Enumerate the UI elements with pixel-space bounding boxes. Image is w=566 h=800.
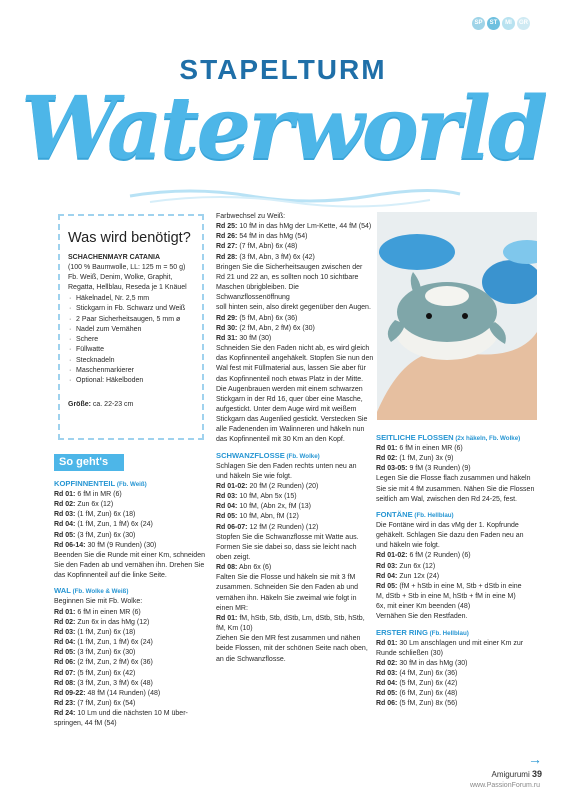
badge: SP: [472, 17, 485, 30]
round-label: Rd 05:: [54, 531, 76, 539]
instruction-line: [216, 462, 374, 472]
instruction-line: [216, 624, 374, 634]
instruction-line: [54, 679, 211, 689]
instruction-line: [216, 512, 374, 522]
instruction-line: [376, 669, 536, 679]
instruction-text: Beenden Sie die Runde mit einer Km, schneiden: [54, 551, 205, 559]
instruction-text: Ziehen Sie den MR fest zusammen und nähen: [216, 635, 361, 643]
instruction-line: [216, 655, 374, 665]
round-label: Rd 03-05:: [376, 465, 408, 473]
page-footer: [492, 769, 542, 779]
instruction-text: springen, 44 fM (54): [54, 720, 117, 728]
round-label: Rd 02:: [376, 455, 398, 463]
section-heading: [376, 432, 536, 444]
instruction-text: (1 fM, Zun) 6x (18): [75, 628, 136, 636]
instruction-line: [376, 521, 536, 531]
instruction-text: (4 fM, Zun) 6x (36): [397, 669, 458, 677]
instruction-line: [54, 699, 211, 709]
instruction-line: [54, 510, 211, 520]
next-page-arrow-icon: →: [528, 751, 542, 767]
round-label: Rd 27:: [216, 243, 238, 251]
instruction-text: 6x, mit einer Km beenden (48): [376, 603, 471, 611]
instruction-line: [216, 273, 374, 283]
list-item: · Optional: Häkelboden: [68, 376, 194, 386]
instruction-line: [54, 638, 211, 648]
round-label: Rd 01:: [54, 608, 76, 616]
section-title: KOPFINNENTEIL: [54, 479, 116, 488]
round-label: Rd 25:: [216, 223, 238, 231]
instruction-line: [376, 592, 536, 602]
materials-heading: Was wird benötigt?: [68, 230, 191, 246]
instruction-line: [216, 435, 374, 445]
instruction-text: (1 fM, Zun, 1 fM) 6x (24): [75, 521, 153, 529]
instruction-line: [54, 551, 211, 561]
instruction-text: (5 fM, Zun) 6x (42): [75, 669, 136, 677]
section-heading: [376, 509, 536, 521]
instruction-line: [376, 649, 536, 659]
instruction-text: 6 fM in MR (6): [75, 491, 122, 498]
yarn-name: SCHACHENMAYR CATANIA: [68, 254, 161, 261]
instruction-line: [54, 709, 211, 719]
instruction-line: [216, 242, 374, 252]
round-label: Rd 24:: [54, 710, 76, 718]
section-heading: [54, 585, 211, 597]
instruction-line: [216, 425, 374, 435]
materials-list: [68, 294, 194, 387]
instruction-text: Vernähen Sie den Restfaden.: [376, 613, 468, 621]
instruction-line: [216, 395, 374, 405]
section-title: ERSTER RING: [376, 627, 428, 637]
round-label: Rd 03:: [54, 511, 76, 519]
round-label: Rd 04:: [376, 572, 398, 580]
instruction-text: 6 fM (2 Runden) (6): [407, 552, 471, 560]
instruction-line: [376, 679, 536, 689]
instruction-line: [216, 354, 374, 364]
column-3: [376, 432, 536, 710]
instruction-line: [216, 415, 374, 425]
instruction-line: [54, 618, 211, 628]
instruction-line: [216, 492, 374, 502]
badge: MI: [502, 17, 515, 30]
badge: GR: [517, 17, 530, 30]
section-title: WAL: [54, 586, 71, 596]
instruction-text: 30 fM (9 Runden) (30): [85, 541, 157, 549]
list-item: · Nadel zum Vernähen: [68, 325, 194, 335]
instruction-text: (5 fM, Zun) 6x (42): [397, 680, 458, 688]
instruction-text: an die Schwanzflosse.: [216, 655, 286, 663]
title-top: STAPELTURM: [179, 54, 387, 85]
instruction-line: [216, 634, 374, 644]
instruction-line: [216, 614, 374, 624]
instruction-line: [54, 719, 211, 729]
round-label: Rd 02:: [54, 618, 76, 626]
instruction-text: Abn 6x (6): [237, 564, 272, 572]
instruction-text: gehäkelt. Schlagen Sie dazu den Faden neu an: [376, 532, 524, 540]
section-color: (2x häkeln, Fb. Wolke): [453, 435, 521, 442]
instruction-text: 6 fM in einen MR (6): [397, 445, 463, 452]
instruction-text: 10 fM, Abn, fM (12): [237, 513, 299, 521]
instruction-text: das Kopfinnenteil auf die linke Seite.: [54, 572, 167, 580]
round-label: Rd 05:: [376, 582, 398, 590]
round-label: Rd 04:: [54, 639, 76, 647]
list-item: · Stecknadeln: [68, 356, 194, 366]
instruction-text: Stickgarn das Augenlied gestickt. Verstecken Sie: [216, 416, 368, 424]
round-label: Rd 02:: [376, 659, 398, 667]
round-label: Rd 03:: [54, 628, 76, 636]
instruction-line: [54, 648, 211, 658]
section-title: FONTÄNE: [376, 509, 413, 519]
instruction-text: Sie sie mit 4 fM zusammen. Nähen Sie die Flossen: [376, 485, 535, 493]
instruction-text: Stickgarn in der Rd 16, quer über eine Masche,: [216, 395, 363, 403]
instruction-line: [216, 523, 374, 533]
instruction-line: [376, 551, 536, 561]
instruction-line: [216, 573, 374, 583]
instruction-line: [216, 543, 374, 553]
instruction-line: [376, 495, 536, 505]
instruction-text: Runde schließen (30): [376, 649, 443, 657]
column-1: [54, 478, 211, 729]
instruction-line: [54, 658, 211, 668]
instruction-line: [376, 474, 536, 484]
size-label: Größe:: [68, 400, 91, 408]
instruction-text: Bringen Sie die Sicherheitsaugen zwischen der: [216, 263, 363, 271]
instruction-line: [376, 639, 536, 649]
round-label: Rd 29:: [216, 314, 238, 322]
yarn-line: (100 % Baumwolle, LL: 125 m = 50 g): [68, 264, 186, 271]
instruction-text: soll hinten sein, also direkt gegenüber den Augen.: [216, 304, 371, 312]
list-item: · Schere: [68, 335, 194, 345]
instruction-text: oben zeigt.: [216, 554, 251, 561]
round-label: Rd 30:: [216, 324, 238, 332]
page-number: 39: [531, 769, 542, 779]
instruction-text: (1 fM, Zun) 3x (9): [397, 455, 454, 463]
instruction-text: (5 fM, Abn) 6x (36): [237, 314, 298, 322]
round-label: Rd 06:: [376, 700, 398, 708]
instruction-line: [376, 444, 536, 454]
instruction-line: [216, 364, 374, 374]
instruction-line: [54, 531, 211, 541]
instruction-text: 9 fM (3 Runden) (9): [407, 465, 471, 473]
round-label: Rd 06-07:: [216, 523, 248, 531]
instruction-line: [376, 659, 536, 669]
instruction-text: Wal fest mit Füllmaterial aus, lassen Sie aber für: [216, 365, 366, 373]
round-label: Rd 02:: [54, 501, 76, 509]
instruction-line: [376, 699, 536, 709]
round-label: Rd 05:: [54, 649, 76, 657]
difficulty-badges: [472, 17, 530, 30]
instruction-line: [376, 485, 536, 495]
instruction-text: fM, Km (10): [216, 625, 253, 633]
section-title: SEITLICHE FLOSSEN: [376, 433, 454, 442]
round-label: Rd 01:: [376, 445, 398, 452]
instruction-text: (7 fM, Abn) 6x (48): [237, 243, 298, 251]
instruction-text: Zun 6x (12): [397, 562, 436, 570]
section-color: (Fb. Wolke & Weiß): [70, 588, 129, 596]
instruction-line: [216, 583, 374, 593]
round-label: Rd 04:: [216, 503, 238, 511]
instruction-text: das Kopfinnenteil noch etwas Platz in der Mitte.: [216, 375, 364, 383]
section-color: (Fb. Hellblau): [427, 629, 469, 637]
instruction-text: 10 fM, Abn 5x (15): [237, 493, 297, 501]
instruction-text: 48 fM (14 Runden) (48): [85, 689, 161, 697]
instruction-text: Legen Sie die Flosse flach zusammen und häkeln: [376, 475, 531, 483]
round-label: Rd 31:: [216, 334, 238, 342]
instruction-text: und häkeln wie folgt.: [376, 542, 440, 550]
instruction-line: [54, 561, 211, 571]
section-heading: [54, 478, 211, 490]
instruction-line: [376, 541, 536, 551]
instruction-text: (5 fM, Zun) 8x (56): [397, 700, 458, 708]
round-label: Rd 06-14:: [54, 541, 86, 549]
instruction-text: Schneiden Sie den Faden nicht ab, es wird gleich: [216, 345, 370, 353]
yarn-line: Regatta, Hellblau, Reseda je 1 Knäuel: [68, 284, 187, 291]
round-label: Rd 01-02:: [216, 482, 248, 490]
round-label: Rd 09-22:: [54, 689, 86, 697]
list-item: · Maschenmarkierer: [68, 366, 194, 376]
materials-box: [58, 214, 204, 440]
instruction-text: (3 fM, Abn, 3 fM) 6x (42): [237, 253, 315, 261]
instruction-text: das Kopfinnenteil angehäkelt. Stopfen Sie nun den: [216, 355, 374, 363]
instruction-text: 20 fM (2 Runden) (20): [247, 482, 319, 490]
instruction-line: [376, 531, 536, 541]
instruction-text: Die Fontäne wird in das vMg der 1. Kopfrunde: [376, 521, 519, 529]
instruction-text: 10 fM, (Abn 2x, fM (13): [237, 503, 311, 511]
yarn-line: Fb. Weiß, Denim, Wolke, Graphit,: [68, 274, 173, 281]
instruction-line: [54, 597, 211, 607]
instruction-line: [216, 644, 374, 654]
list-item: · 2 Paar Sicherheitsaugen, 5 mm ø: [68, 315, 194, 325]
instruction-text: 30 fM (30): [237, 334, 272, 342]
round-label: Rd 07:: [54, 669, 76, 677]
instruction-line: [376, 689, 536, 699]
instruction-line: [216, 232, 374, 242]
title-script: Waterworld: [20, 78, 546, 179]
instruction-text: Beginnen Sie mit Fb. Wolke:: [54, 598, 143, 606]
instruction-line: [216, 324, 374, 334]
instruction-text: Falten Sie die Flosse und häkeln sie mit 3 fM: [216, 574, 356, 582]
instruction-text: Maschen übrigbleiben. Die Schwanzflossenöffnung: [216, 284, 299, 302]
instruction-text: Schlagen Sie den Faden rechts unten neu an: [216, 462, 357, 470]
instruction-line: [216, 385, 374, 395]
instruction-line: [376, 562, 536, 572]
round-label: Rd 01-02:: [376, 552, 408, 560]
instruction-text: M, dStb + Stb in eine M, hStb + fM in eine M): [376, 593, 516, 601]
instruction-text: (3 fM, Zun, 3 fM) 6x (48): [75, 679, 153, 687]
column-2: [216, 212, 374, 665]
instruction-line: [216, 314, 374, 324]
round-label: Rd 28:: [216, 253, 238, 261]
instruction-line: [54, 500, 211, 510]
instruction-line: [216, 212, 374, 222]
round-label: Rd 08:: [216, 564, 238, 572]
instruction-text: Rd 21 und 22 an, es sollten noch 10 sichtbare: [216, 273, 359, 281]
instruction-line: [376, 572, 536, 582]
section-heading: [216, 450, 374, 462]
instruction-text: 30 fM in das hMg (30): [397, 659, 468, 667]
magazine-name: Amigurumi: [491, 770, 530, 779]
round-label: Rd 04:: [376, 680, 398, 688]
round-label: Rd 26:: [216, 233, 238, 241]
instruction-text: 54 fM in das hMg (54): [237, 233, 308, 241]
instruction-text: Formen Sie sie dabei so, dass sie leicht nach: [216, 543, 357, 551]
watermark: www.PassionForum.ru: [469, 782, 540, 789]
instruction-text: 30 Lm anschlagen und mit einer Km zur: [397, 639, 524, 647]
instruction-line: [216, 334, 374, 344]
section-color: (Fb. Weiß): [115, 481, 147, 488]
instruction-line: [54, 628, 211, 638]
round-label: Rd 05:: [216, 513, 238, 521]
round-label: Rd 03:: [376, 562, 398, 570]
instruction-line: [216, 263, 374, 273]
section-color: (Fb. Hellblau): [412, 511, 454, 519]
instruction-text: einen MR:: [216, 604, 248, 612]
instruction-text: (2 fM, Zun, 2 fM) 6x (36): [75, 659, 153, 667]
instruction-text: Stopfen Sie die Schwanzflosse mit Watte aus.: [216, 533, 359, 541]
instruction-line: [376, 454, 536, 464]
section-header: So geht's: [54, 454, 124, 471]
instruction-text: Farbwechsel zu Weiß:: [216, 213, 286, 220]
round-label: Rd 04:: [54, 521, 76, 529]
instruction-line: [54, 520, 211, 530]
instruction-text: (3 fM, Zun) 6x (30): [75, 649, 136, 657]
instruction-line: [216, 303, 374, 313]
instruction-text: vernähen ihn. Häkeln Sie zweimal wie folgt in: [216, 594, 357, 602]
size-value: ca. 22-23 cm: [90, 400, 134, 408]
instruction-text: fM, hStb, Stb, dStb, Lm, dStb, Stb, hStb,: [237, 614, 365, 622]
instruction-line: [216, 533, 374, 543]
instruction-text: 6 fM in einen MR (6): [75, 608, 141, 616]
instruction-line: [216, 405, 374, 415]
instruction-line: [216, 283, 374, 303]
instruction-text: zusammen. Schneiden Sie den Faden ab und: [216, 584, 359, 592]
instruction-text: 12 fM (2 Runden) (12): [247, 523, 319, 531]
round-label: Rd 08:: [54, 679, 76, 687]
instruction-text: (1 fM, Zun) 6x (18): [75, 511, 136, 519]
round-label: Rd 23:: [54, 699, 76, 707]
instruction-line: [216, 604, 374, 614]
instruction-line: [54, 571, 211, 581]
instruction-text: (1 fM, Zun, 1 fM) 6x (24): [75, 639, 153, 647]
instruction-line: [216, 222, 374, 232]
size-info: [68, 401, 194, 408]
instruction-text: (fM + hStb in eine M, Stb + dStb in eine: [397, 582, 522, 590]
instruction-text: 10 Lm und die nächsten 10 M über-: [75, 710, 188, 718]
instruction-line: [216, 375, 374, 385]
instruction-text: Zun 6x (12): [75, 501, 114, 509]
instruction-text: das Kopfinnenteil mit 30 Km an den Kopf.: [216, 436, 345, 444]
round-label: Rd 06:: [54, 659, 76, 667]
instruction-text: und häkeln Sie wie folgt.: [216, 472, 292, 480]
instruction-text: beide Flossen, mit der schönen Seite nach oben,: [216, 645, 368, 653]
instruction-text: seitlich am Wal, zwischen den Rd 24-25, fest.: [376, 495, 517, 503]
instruction-line: [216, 482, 374, 492]
instruction-line: [54, 669, 211, 679]
round-label: Rd 01:: [216, 614, 238, 622]
instruction-text: 10 fM in das hMg der Lm-Kette, 44 fM (54): [237, 223, 372, 231]
instruction-text: Sie den Faden ab und vernähen ihn. Drehen Sie: [54, 562, 205, 570]
instruction-text: Zun 6x in das hMg (12): [75, 618, 150, 626]
badge: ST: [487, 17, 500, 30]
section-heading: [376, 627, 536, 639]
instruction-line: [54, 689, 211, 699]
section-color: (Fb. Wolke): [284, 452, 320, 460]
list-item: · Häkelnadel, Nr. 2,5 mm: [68, 294, 194, 304]
instruction-line: [54, 490, 211, 500]
whale-photo: [377, 212, 537, 420]
instruction-line: [54, 608, 211, 618]
instruction-line: [216, 344, 374, 354]
instruction-text: Die Augenbrauen werden mit einem schwarzen: [216, 385, 363, 393]
instruction-line: [376, 582, 536, 592]
round-label: Rd 01:: [54, 491, 76, 498]
instruction-text: Zun 12x (24): [397, 572, 440, 580]
instruction-line: [54, 541, 211, 551]
instruction-line: [216, 502, 374, 512]
round-label: Rd 03:: [376, 669, 398, 677]
instruction-text: alle Fadenenden im Walinneren und häkeln nun: [216, 426, 365, 434]
instruction-text: (6 fM, Zun) 6x (48): [397, 690, 458, 698]
instruction-line: [216, 563, 374, 573]
instruction-line: [216, 594, 374, 604]
instruction-line: [216, 472, 374, 482]
instruction-line: [376, 464, 536, 474]
instruction-line: [216, 253, 374, 263]
instruction-text: (3 fM, Zun) 6x (30): [75, 531, 136, 539]
wave-decoration: [0, 182, 566, 210]
instruction-text: (7 fM, Zun) 6x (54): [75, 699, 136, 707]
round-label: Rd 05:: [376, 690, 398, 698]
list-item: · Füllwatte: [68, 345, 194, 355]
instruction-line: [376, 602, 536, 612]
round-label: Rd 01:: [376, 639, 398, 647]
instruction-text: (2 fM, Abn, 2 fM) 6x (30): [237, 324, 315, 332]
list-item: · Stickgarn in Fb. Schwarz und Weiß: [68, 304, 194, 314]
instruction-line: [376, 612, 536, 622]
section-title: SCHWANZFLOSSE: [216, 450, 285, 460]
instruction-line: [216, 553, 374, 563]
instruction-text: aufgestickt. Unter dem Auge wird mit weißem: [216, 405, 357, 413]
round-label: Rd 03:: [216, 493, 238, 501]
